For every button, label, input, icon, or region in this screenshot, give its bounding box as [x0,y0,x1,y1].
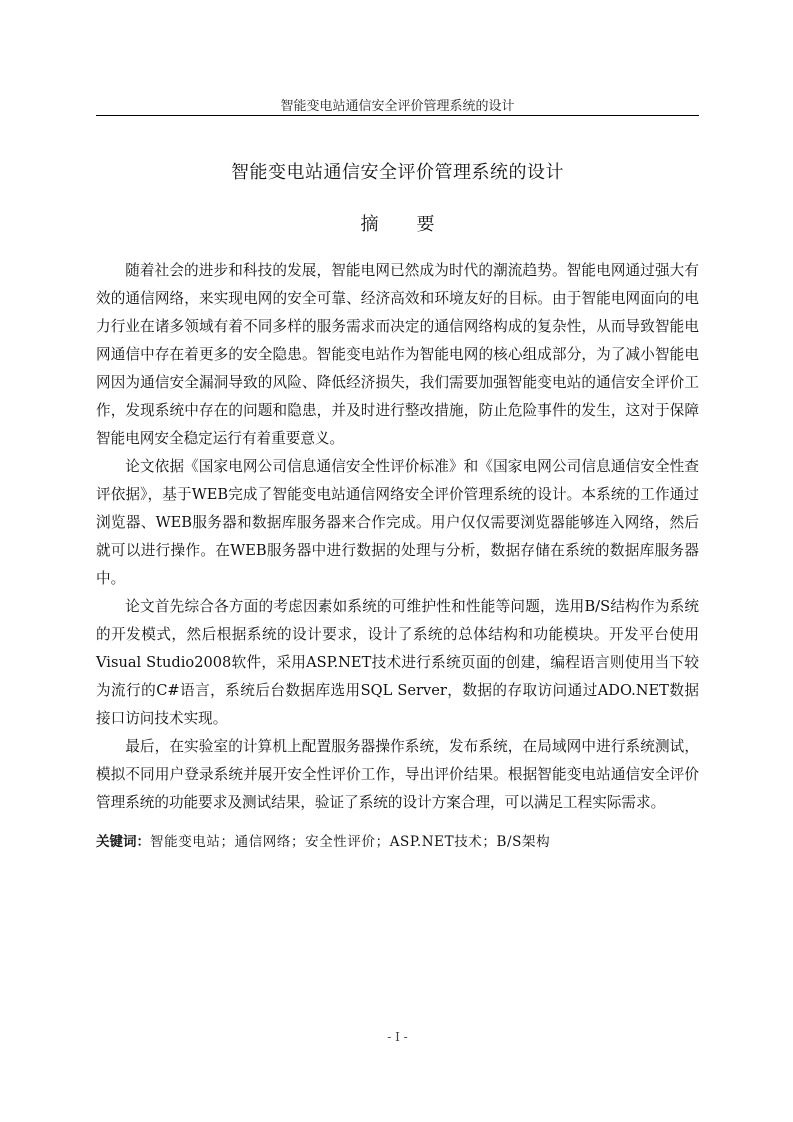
abstract-paragraph-4: 最后，在实验室的计算机上配置服务器操作系统，发布系统，在局域网中进行系统测试，模拟不同用户登录系统并展开安全性评价工作，导出评价结果。根据智能变电站通信安全评价管理系统的功能要求及测试结果，验证了系统的设计方案合理，可以满足工程实际需求。 [96,738,699,811]
document-title: 智能变电站通信安全评价管理系统的设计 [231,162,564,183]
abstract-heading: 摘要 [360,214,473,235]
abstract-paragraph-3: 论文首先综合各方面的考虑因素如系统的可维护性和性能等问题，选用B/S结构作为系统的开发模式，然后根据系统的设计要求，设计了系统的总体结构和功能模块。开发平台使用Visual Studio2008软件，采用ASP.NET技术进行系统页面的创建，编程语言则使用当下较为流行的C#语言，系统后台数据库选用SQL Server，数据的存取访问通过ADO.NET数据接口访问技术实现。 [96,598,699,727]
keywords-line [96,830,699,854]
keywords-text: 智能变电站；通信网络；安全性评价；ASP.NET技术；B/S架构 [150,834,551,850]
page-number: - I - [387,1030,408,1044]
keywords-label: 关键词： [96,834,150,850]
running-header: 智能变电站通信安全评价管理系统的设计 [280,99,515,114]
abstract-body [96,257,699,817]
header-rule [96,115,699,116]
abstract-paragraph-2: 论文依据《国家电网公司信息通信安全性评价标准》和《国家电网公司信息通信安全性查评依据》，基于WEB完成了智能变电站通信网络安全评价管理系统的设计。本系统的工作通过浏览器、WEB服务器和数据库服务器来合作完成。用户仅仅需要浏览器能够连入网络，然后就可以进行操作。在WEB服务器中进行数据的处理与分析，数据存储在系统的数据库服务器中。 [96,458,699,587]
abstract-paragraph-1: 随着社会的进步和科技的发展，智能电网已然成为时代的潮流趋势。智能电网通过强大有效的通信网络，来实现电网的安全可靠、经济高效和环境友好的目标。由于智能电网面向的电力行业在诸多领域有着不同多样的服务需求而决定的通信网络构成的复杂性，从而导致智能电网通信中存在着更多的安全隐患。智能变电站作为智能电网的核心组成部分，为了减小智能电网因为通信安全漏洞导致的风险、降低经济损失，我们需要加强智能变电站的通信安全评价工作，发现系统中存在的问题和隐患，并及时进行整改措施，防止危险事件的发生，这对于保障智能电网安全稳定运行有着重要意义。 [96,262,699,447]
